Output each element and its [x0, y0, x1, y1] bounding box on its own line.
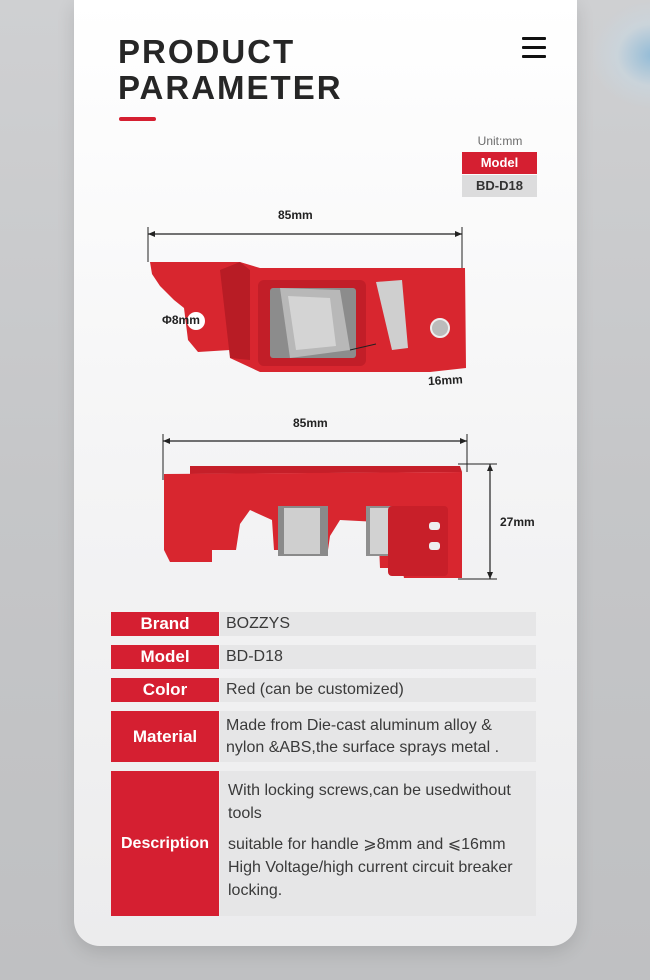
model-badge-value: BD-D18 — [462, 175, 537, 197]
spec-key-description: Description — [111, 771, 219, 916]
spec-key-brand: Brand — [111, 612, 219, 636]
page-title — [118, 34, 343, 106]
product-side-view-image — [140, 410, 550, 590]
hole-diameter-label: Φ8mm — [162, 313, 200, 327]
description-paragraph-1: With locking screws,can be usedwithout tools — [228, 782, 511, 822]
material-line-2: nylon &ABS,the surface sprays metal . — [226, 739, 500, 756]
material-line-1: Made from Die-cast aluminum alloy & — [226, 717, 492, 734]
title-line-2: PARAMETER — [118, 69, 343, 106]
parameter-card — [74, 0, 577, 946]
background-decoration — [590, 0, 650, 110]
spec-value-model: BD-D18 — [220, 645, 536, 669]
title-line-1: PRODUCT — [118, 33, 296, 70]
product-top-view-image — [140, 200, 480, 395]
height-label: 27mm — [500, 515, 535, 529]
model-badge-label: Model — [462, 152, 537, 174]
spec-key-color: Color — [111, 678, 219, 702]
spec-value-brand: BOZZYS — [220, 612, 536, 636]
top-width-label: 85mm — [278, 208, 313, 222]
spec-value-description — [220, 771, 536, 916]
bottom-width-label: 85mm — [293, 416, 328, 430]
spec-value-material — [220, 711, 536, 762]
gap-label: 16mm — [427, 372, 464, 389]
spec-value-color: Red (can be customized) — [220, 678, 536, 702]
spec-key-model: Model — [111, 645, 219, 669]
spec-key-material: Material — [111, 711, 219, 762]
menu-icon[interactable] — [522, 37, 546, 61]
title-underline — [119, 117, 156, 121]
unit-label: Unit:mm — [477, 134, 523, 148]
description-paragraph-2: suitable for handle ⩾8mm and ⩽16mm High Voltage/high current circuit breaker locking. — [228, 836, 513, 899]
